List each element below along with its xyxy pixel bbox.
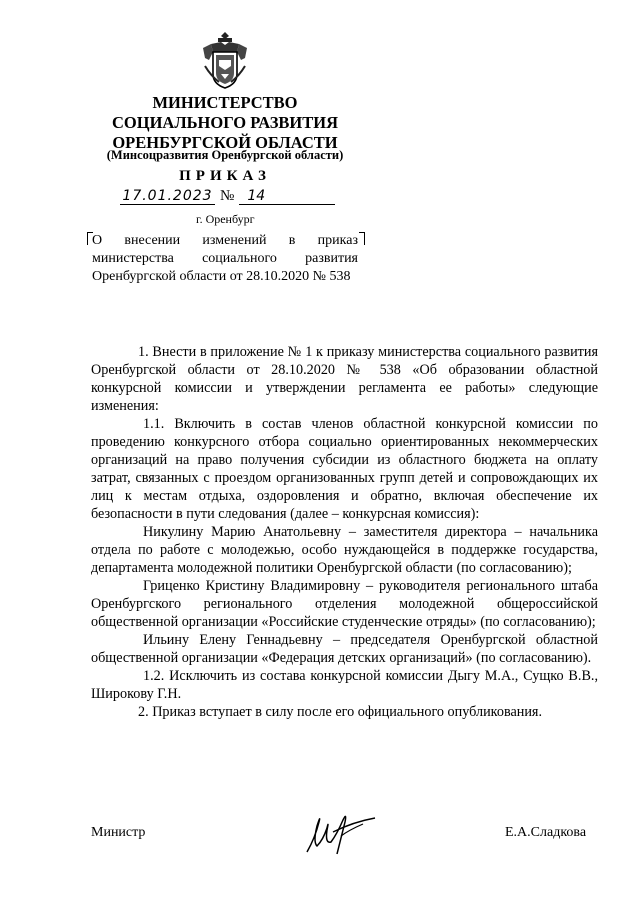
date-number-line [120,188,335,205]
member-entry-1: Никулину Марию Анатольевну – заместителя директора – начальника отдела по работе с молодежью, особо нуждающейся в поддержке государства, департамента молодежной политики Оренбургской области (по согласованию); [91,524,598,576]
document-body [91,343,598,721]
coat-of-arms-emblem [201,30,249,90]
order-subject: О внесении изменений в приказ министерства социального развития Оренбургской области от 28.10.2020 № 538 [92,233,358,284]
subject-bracket-right [359,232,365,245]
order-date: 17.01.2023 [120,188,215,205]
order-number: 14 [239,188,335,205]
ministry-name-line3: ОРЕНБУРГСКОЙ ОБЛАСТИ [112,133,338,152]
ministry-name [85,93,365,153]
ministry-name-line2: СОЦИАЛЬНОГО РАЗВИТИЯ [111,113,339,132]
handwritten-signature [303,808,383,858]
member-entry-3: Ильину Елену Геннадьевну – председателя Оренбургской областной общественной организации «Федерация детских организаций» (по согласованию). [91,632,598,666]
member-entry-2: Гриценко Кристину Владимировну – руководителя регионального штаба Оренбургского регионального отделения молодежной общероссийской общественной организации «Российские студенческие отряды» (по согласованию); [91,578,598,630]
city: г. Оренбург [196,212,255,226]
paragraph-1: 1. Внести в приложение № 1 к приказу министерства социального развития Оренбургской области от 28.10.2020 № 538 «Об образовании областной конкурсной комиссии и утверждении регламента ее работы» следующие изменения: [91,344,598,414]
paragraph-1-2: 1.2. Исключить из состава конкурсной комиссии Дыгу М.А., Сущко В.В., Широкову Г.Н. [91,668,598,702]
ministry-name-line1: МИНИСТЕРСТВО [152,93,298,112]
paragraph-2: 2. Приказ вступает в силу после его официального опубликования. [138,704,543,720]
paragraph-1-1: 1.1. Включить в состав членов областной конкурсной комиссии по проведению конкурсного отбора социально ориентированных некоммерческих организаций на право получения субсидии из областного бюджета на оплату затрат, связанных с проездом организованных групп детей и сопровождающих их лиц к местам отдыха, оздоровления и обратно, включая обеспечение их безопасности в пути следования (далее – конкурсная комиссия): [91,416,598,522]
signatory-name: Е.А.Сладкова [505,825,587,840]
document-type: ПРИКАЗ [179,168,271,184]
signatory-position: Министр [91,825,146,840]
number-sign: № [220,188,235,204]
ministry-short-name: (Минсоцразвития Оренбургской области) [106,148,344,162]
